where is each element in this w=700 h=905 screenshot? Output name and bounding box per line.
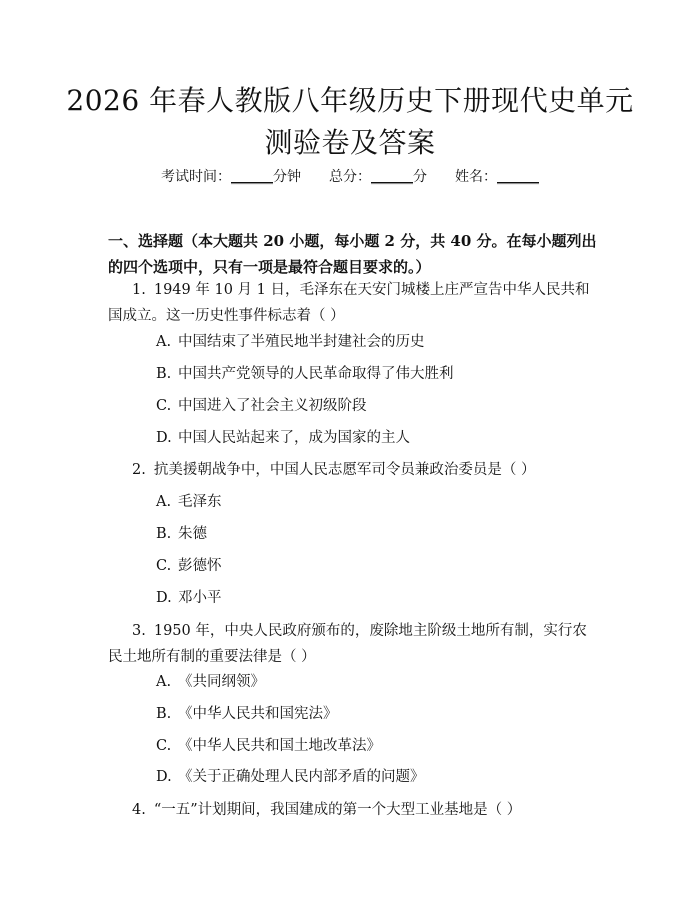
question-number: 2. (132, 462, 146, 478)
score-blank: ______ (371, 169, 413, 185)
option-3a (156, 671, 596, 693)
name-blank: ______ (497, 169, 539, 185)
option-2d (156, 587, 596, 609)
question-3 (108, 618, 598, 670)
question-1 (108, 277, 598, 329)
title-line-1: 2026 年春人教版八年级历史下册现代史单元 (66, 84, 634, 117)
option-letter: D. (156, 769, 172, 785)
page-title (60, 80, 640, 164)
time-label: 考试时间： (161, 169, 231, 185)
question-2 (108, 457, 598, 483)
title-line-2: 测验卷及答案 (264, 126, 436, 159)
option-letter: A. (156, 334, 172, 350)
option-1d (156, 427, 596, 449)
option-letter: B. (156, 526, 172, 542)
option-text: 彭德怀 (178, 558, 222, 574)
option-text: 《关于正确处理人民内部矛盾的问题》 (178, 769, 425, 785)
section-heading: 一、选择题（本大题共 20 小题，每小题 2 分，共 40 分。在每小题列出的四个选项中，只有一项是最符合题目要求的。） (108, 232, 597, 276)
option-2c (156, 555, 596, 577)
option-text: 毛泽东 (178, 494, 222, 510)
question-text: “一五”计划期间，我国建成的第一个大型工业基地是（ ） (153, 802, 522, 818)
option-text: 《中华人民共和国宪法》 (178, 706, 338, 722)
exam-meta (0, 167, 700, 187)
option-3c (156, 735, 596, 757)
option-letter: A. (156, 494, 172, 510)
option-2b (156, 523, 596, 545)
option-text: 中国共产党领导的人民革命取得了伟大胜利 (178, 366, 454, 382)
question-number: 1. (132, 282, 146, 298)
option-letter: B. (156, 366, 172, 382)
question-number: 4. (132, 802, 146, 818)
option-letter: D. (156, 430, 172, 446)
option-letter: C. (156, 398, 172, 414)
option-text: 中国人民站起来了，成为国家的主人 (178, 430, 410, 446)
question-text: 抗美援朝战争中，中国人民志愿军司令员兼政治委员是（ ） (153, 462, 536, 478)
score-label: 总分： (329, 169, 371, 185)
option-1a (156, 331, 596, 353)
time-blank: ______ (231, 169, 273, 185)
option-3b (156, 703, 596, 725)
option-3d (156, 766, 596, 788)
option-text: 《共同纲领》 (178, 674, 265, 690)
time-unit: 分钟 (273, 169, 301, 185)
option-letter: D. (156, 590, 172, 606)
option-text: 中国结束了半殖民地半封建社会的历史 (178, 334, 425, 350)
option-1c (156, 395, 596, 417)
name-label: 姓名： (455, 169, 497, 185)
option-text: 邓小平 (178, 590, 222, 606)
option-1b (156, 363, 596, 385)
question-number: 3. (132, 623, 146, 639)
option-letter: B. (156, 706, 172, 722)
option-text: 中国进入了社会主义初级阶段 (178, 398, 367, 414)
score-unit: 分 (413, 169, 427, 185)
option-text: 朱德 (178, 526, 207, 542)
question-text: 1949 年 10 月 1 日，毛泽东在天安门城楼上庄严宣告中华人民共和国成立。这一历史性事件标志着（ ） (108, 282, 590, 324)
question-4 (108, 797, 598, 823)
option-letter: C. (156, 738, 172, 754)
option-letter: C. (156, 558, 172, 574)
option-letter: A. (156, 674, 172, 690)
option-text: 《中华人民共和国土地改革法》 (178, 738, 381, 754)
question-text: 1950 年，中央人民政府颁布的，废除地主阶级土地所有制，实行农民土地所有制的重要法律是（ ） (108, 623, 587, 665)
option-2a (156, 491, 596, 513)
